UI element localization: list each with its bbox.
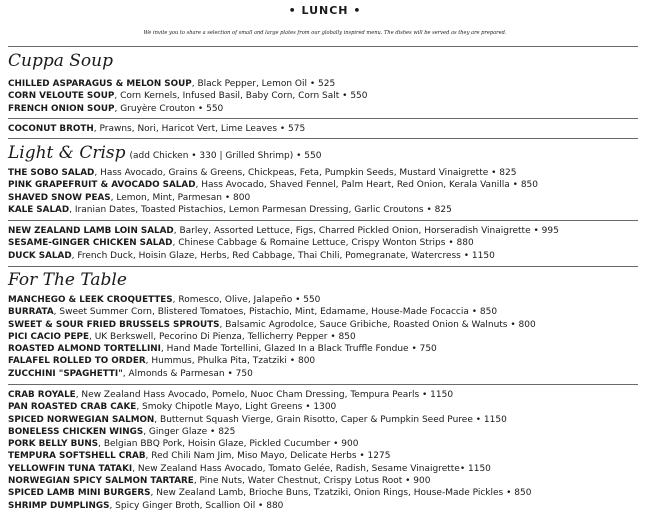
item-description: , Prawns, Nori, Haricot Vert, Lime Leaves • 575: [93, 124, 306, 134]
item-name: KALE SALAD: [8, 204, 70, 215]
menu-item: [8, 368, 644, 380]
item-name: DUCK SALAD: [8, 250, 72, 261]
section-title-text: Cuppa Soup: [8, 51, 113, 71]
menu-group: [8, 225, 644, 262]
item-description: , New Zealand Hass Avocado, Pomelo, Nuoc Cham Dressing, Tempura Pearls • 1150: [75, 390, 454, 400]
item-name: CRAB ROYALE: [8, 390, 76, 400]
item-description: , Hand Made Tortellini, Glazed In a Black Truffle Fondue • 750: [160, 344, 437, 355]
item-description: , Hass Avocado, Grains & Greens, Chickpeas, Feta, Pumpkin Seeds, Mustard Vinaigrette • 825: [94, 168, 517, 178]
item-description: , Hummus, Phulka Pita, Tzatziki • 800: [145, 356, 316, 367]
item-name: THE SOBO SALAD: [8, 168, 95, 178]
menu-group: [8, 167, 644, 216]
item-description: , Sweet Summer Corn, Blistered Tomatoes, Pistachio, Mint, Edamame, House-Made Focaccia • 850: [53, 307, 498, 318]
item-name: SHRIMP DUMPLINGS: [8, 500, 110, 511]
menu-item: [8, 179, 644, 191]
item-description: , Belgian BBQ Pork, Hoisin Glaze, Pickled Cucumber • 900: [98, 439, 359, 450]
item-name: SESAME-GINGER CHICKEN SALAD: [8, 238, 173, 249]
menu-item: [8, 438, 644, 450]
item-name: SWEET & SOUR FRIED BRUSSELS SPROUTS: [8, 319, 220, 330]
menu-item: [8, 167, 644, 179]
item-name: TEMPURA SOFTSHELL CRAB: [8, 451, 146, 462]
menu-item: [8, 500, 644, 512]
section-note: (add Chicken • 330 | Grilled Shrimp) • 550: [129, 151, 322, 161]
item-name: BURRATA: [8, 307, 54, 318]
item-name: FRENCH ONION SOUP: [8, 103, 115, 114]
item-description: , Lemon, Mint, Parmesan • 800: [110, 192, 251, 203]
intro-text: We invite you to share a selection of small and large plates from our globally inspired menu. The dishes will be served as they are prepared.: [143, 30, 507, 36]
menu-item: [8, 78, 644, 90]
item-name: ROASTED ALMOND TORTELLINI: [8, 344, 161, 355]
item-name: PORK BELLY BUNS: [8, 439, 99, 450]
divider: [8, 118, 638, 119]
item-description: , New Zealand Lamb, Brioche Buns, Tzatziki, Onion Rings, House-Made Pickles • 850: [150, 488, 532, 499]
item-name: ZUCCHINI "SPAGHETTI": [8, 368, 123, 379]
item-description: , Barley, Assorted Lettuce, Figs, Charred Pickled Onion, Horseradish Vinaigrette • 995: [173, 226, 559, 236]
item-description: , Spicy Ginger Broth, Scallion Oil • 880: [109, 500, 284, 511]
menu-item: [8, 343, 644, 355]
menu-item: [8, 319, 644, 331]
item-name: NEW ZEALAND LAMB LOIN SALAD: [8, 226, 174, 236]
menu-item: [8, 204, 644, 216]
menu-group: [8, 294, 644, 380]
menu-item: [8, 250, 644, 262]
item-name: MANCHEGO & LEEK CROQUETTES: [8, 295, 173, 305]
divider: [8, 266, 638, 267]
menu-item: [8, 237, 644, 249]
item-description: , Corn Kernels, Infused Basil, Baby Corn, Corn Salt • 550: [114, 91, 368, 102]
menu-header: • LUNCH •: [288, 4, 362, 17]
menu-item: [8, 414, 644, 426]
menu-item: [8, 401, 644, 413]
section-title-light-crisp: [8, 143, 321, 166]
menu-item: [8, 450, 644, 462]
menu-group: [8, 389, 644, 512]
item-description: , Iranian Dates, Toasted Pistachios, Lemon Parmesan Dressing, Garlic Croutons • 825: [69, 204, 452, 215]
item-description: , Red Chili Nam Jim, Miso Mayo, Delicate Herbs • 1275: [145, 451, 391, 462]
item-description: , Butternut Squash Vierge, Grain Risotto, Caper & Pumpkin Seed Puree • 1150: [154, 414, 507, 425]
item-name: PAN ROASTED CRAB CAKE: [8, 402, 137, 413]
item-description: , Black Pepper, Lemon Oil • 525: [191, 79, 336, 89]
menu-item: [8, 225, 644, 237]
item-description: , Ginger Glaze • 825: [143, 426, 236, 437]
menu-item: [8, 389, 644, 401]
item-name: PINK GRAPEFRUIT & AVOCADO SALAD: [8, 180, 196, 191]
menu-item: [8, 294, 644, 306]
item-name: SHAVED SNOW PEAS: [8, 192, 111, 203]
menu-item: [8, 475, 644, 487]
item-name: SPICED LAMB MINI BURGERS: [8, 488, 151, 499]
item-name: YELLOWFIN TUNA TATAKI: [8, 463, 133, 474]
menu-group: [8, 123, 644, 135]
item-description: , UK Berkswell, Pecorino Di Pienza, Tellicherry Pepper • 850: [88, 331, 356, 342]
item-name: CORN VELOUTE SOUP: [8, 91, 115, 102]
item-name: COCONUT BROTH: [8, 124, 94, 134]
menu-item: [8, 355, 644, 367]
divider: [8, 384, 638, 385]
menu-item: [8, 103, 644, 115]
divider: [8, 138, 638, 139]
item-name: SPICED NORWEGIAN SALMON: [8, 414, 155, 425]
section-title-text: For The Table: [8, 270, 127, 290]
item-description: , Pine Nuts, Water Chestnut, Crispy Lotus Root • 900: [193, 476, 431, 487]
menu-item: [8, 426, 644, 438]
item-name: FALAFEL ROLLED TO ORDER: [8, 356, 146, 367]
item-description: , Hass Avocado, Shaved Fennel, Palm Heart, Red Onion, Kerala Vanilla • 850: [195, 180, 539, 191]
item-description: , Balsamic Agrodolce, Sauce Gribiche, Roasted Onion & Walnuts • 800: [219, 319, 536, 330]
menu-group: [8, 78, 644, 115]
menu-item: [8, 331, 644, 343]
item-name: CHILLED ASPARAGUS & MELON SOUP: [8, 79, 192, 89]
menu-item: [8, 123, 644, 135]
section-title-for-the-table: [8, 270, 127, 290]
menu-item: [8, 192, 644, 204]
section-title-text: Light & Crisp: [8, 143, 126, 163]
section-title-cuppa-soup: [8, 51, 113, 71]
item-name: BONELESS CHICKEN WINGS: [8, 426, 144, 437]
item-description: , Almonds & Parmesan • 750: [122, 368, 253, 379]
item-description: , Romesco, Olive, Jalapeño • 550: [172, 295, 321, 305]
item-description: , French Duck, Hoisin Glaze, Herbs, Red Cabbage, Thai Chili, Pomegranate, Watercress • 1150: [71, 250, 495, 261]
item-name: NORWEGIAN SPICY SALMON TARTARE: [8, 476, 194, 487]
menu-item: [8, 90, 644, 102]
item-description: , Smoky Chipotle Mayo, Light Greens • 1300: [136, 402, 337, 413]
menu-item: [8, 463, 644, 475]
item-description: , Chinese Cabbage & Romaine Lettuce, Crispy Wonton Strips • 880: [172, 238, 474, 249]
item-description: , New Zealand Hass Avocado, Tomato Gelée, Radish, Sesame Vinaigrette• 1150: [132, 463, 491, 474]
item-name: PICI CACIO PEPE: [8, 331, 89, 342]
menu-item: [8, 487, 644, 499]
divider: [8, 46, 638, 47]
item-description: , Gruyère Crouton • 550: [114, 103, 224, 114]
divider: [8, 220, 638, 221]
menu-item: [8, 306, 644, 318]
